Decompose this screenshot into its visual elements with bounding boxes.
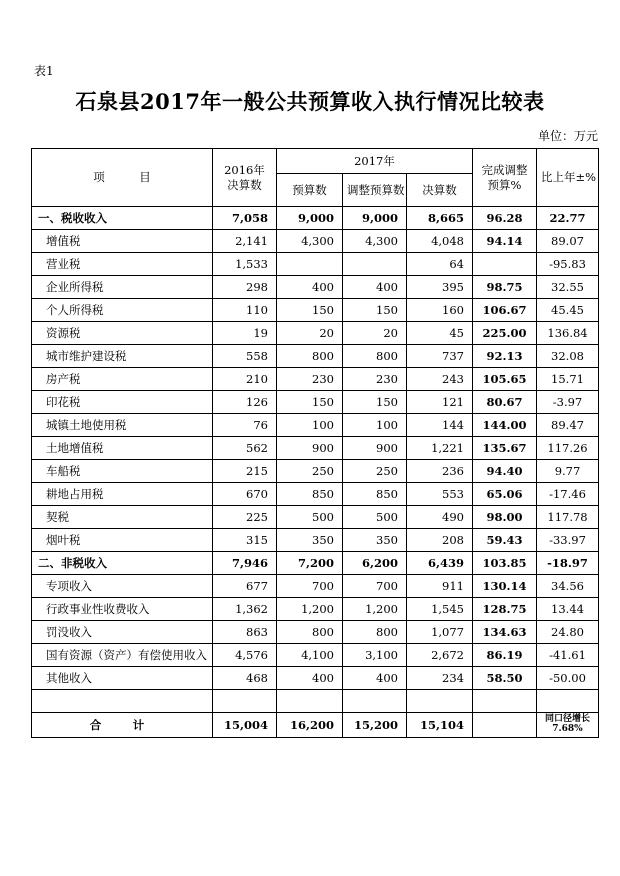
header-2017-adjusted: 调整预算数 [343, 174, 407, 207]
row-name: 罚没收入 [32, 621, 213, 644]
cell-adjusted: 400 [343, 276, 407, 299]
cell-2016: 76 [213, 414, 277, 437]
cell-2016: 110 [213, 299, 277, 322]
cell-adjusted: 700 [343, 575, 407, 598]
cell-actual: 1,545 [407, 598, 473, 621]
row-name: 其他收入 [32, 667, 213, 690]
cell-adjusted: 250 [343, 460, 407, 483]
cell-actual: 395 [407, 276, 473, 299]
cell-change: -3.97 [537, 391, 599, 414]
table-row [32, 345, 599, 368]
cell-budget: 9,000 [277, 207, 343, 230]
cell-budget [277, 253, 343, 276]
cell-2016: 215 [213, 460, 277, 483]
cell-completion: 96.28 [473, 207, 537, 230]
cell-budget: 4,300 [277, 230, 343, 253]
cell-2016: 562 [213, 437, 277, 460]
cell-budget: 230 [277, 368, 343, 391]
cell-change: 15.71 [537, 368, 599, 391]
cell-change: 32.55 [537, 276, 599, 299]
cell-completion: 135.67 [473, 437, 537, 460]
cell-change: 89.07 [537, 230, 599, 253]
cell-change: 34.56 [537, 575, 599, 598]
cell-2016: 1,362 [213, 598, 277, 621]
cell-2016: 126 [213, 391, 277, 414]
cell-actual: 490 [407, 506, 473, 529]
cell-2016: 210 [213, 368, 277, 391]
cell-budget: 150 [277, 391, 343, 414]
table-row [32, 552, 599, 575]
header-2016-actual: 2016年 决算数 [213, 149, 277, 207]
cell-completion: 86.19 [473, 644, 537, 667]
cell-adjusted: 20 [343, 322, 407, 345]
table-row [32, 506, 599, 529]
row-name: 城镇土地使用税 [32, 414, 213, 437]
cell-change: 117.26 [537, 437, 599, 460]
cell-completion: 65.06 [473, 483, 537, 506]
total-actual: 15,104 [407, 713, 473, 738]
cell-adjusted: 850 [343, 483, 407, 506]
cell-2016: 315 [213, 529, 277, 552]
cell-adjusted: 400 [343, 667, 407, 690]
table-body [32, 207, 599, 690]
table-row [32, 644, 599, 667]
cell-2016: 677 [213, 575, 277, 598]
cell-completion: 134.63 [473, 621, 537, 644]
row-name: 车船税 [32, 460, 213, 483]
cell-change: -41.61 [537, 644, 599, 667]
cell-2016: 19 [213, 322, 277, 345]
row-name: 城市维护建设税 [32, 345, 213, 368]
cell-actual: 208 [407, 529, 473, 552]
cell-adjusted: 3,100 [343, 644, 407, 667]
cell-adjusted: 230 [343, 368, 407, 391]
cell-adjusted [343, 253, 407, 276]
header-2017-actual: 决算数 [407, 174, 473, 207]
table-row [32, 575, 599, 598]
cell-budget: 500 [277, 506, 343, 529]
row-name: 国有资源（资产）有偿使用收入 [32, 644, 213, 667]
row-name: 烟叶税 [32, 529, 213, 552]
cell-change: -17.46 [537, 483, 599, 506]
table-row [32, 253, 599, 276]
cell-budget: 150 [277, 299, 343, 322]
cell-budget: 900 [277, 437, 343, 460]
row-name: 专项收入 [32, 575, 213, 598]
table-row [32, 299, 599, 322]
cell-adjusted: 1,200 [343, 598, 407, 621]
cell-2016: 2,141 [213, 230, 277, 253]
cell-actual: 1,221 [407, 437, 473, 460]
cell-adjusted: 350 [343, 529, 407, 552]
cell-2016: 468 [213, 667, 277, 690]
cell-adjusted: 150 [343, 299, 407, 322]
table-row [32, 391, 599, 414]
cell-2016: 4,576 [213, 644, 277, 667]
cell-completion: 225.00 [473, 322, 537, 345]
cell-actual: 737 [407, 345, 473, 368]
cell-change: 117.78 [537, 506, 599, 529]
cell-budget: 1,200 [277, 598, 343, 621]
row-name: 耕地占用税 [32, 483, 213, 506]
cell-change: 24.80 [537, 621, 599, 644]
cell-change: 89.47 [537, 414, 599, 437]
cell-completion: 94.40 [473, 460, 537, 483]
table-row [32, 276, 599, 299]
cell-completion: 105.65 [473, 368, 537, 391]
cell-budget: 20 [277, 322, 343, 345]
cell-actual: 243 [407, 368, 473, 391]
table-row [32, 460, 599, 483]
cell-actual: 45 [407, 322, 473, 345]
cell-change: 32.08 [537, 345, 599, 368]
cell-2016: 863 [213, 621, 277, 644]
cell-change: 45.45 [537, 299, 599, 322]
cell-completion: 80.67 [473, 391, 537, 414]
cell-completion: 144.00 [473, 414, 537, 437]
table-label: 表1 [34, 64, 54, 78]
cell-actual: 4,048 [407, 230, 473, 253]
cell-budget: 4,100 [277, 644, 343, 667]
cell-completion: 98.00 [473, 506, 537, 529]
cell-2016: 7,058 [213, 207, 277, 230]
cell-adjusted: 900 [343, 437, 407, 460]
table-row [32, 621, 599, 644]
header-completion: 完成调整 预算% [473, 149, 537, 207]
row-name: 企业所得税 [32, 276, 213, 299]
table-row [32, 207, 599, 230]
table-row [32, 529, 599, 552]
row-name: 一、税收收入 [32, 207, 213, 230]
cell-budget: 400 [277, 276, 343, 299]
table-row [32, 437, 599, 460]
page-title: 石泉县2017年一般公共预算收入执行情况比较表 [75, 89, 545, 114]
cell-completion: 128.75 [473, 598, 537, 621]
cell-2016: 670 [213, 483, 277, 506]
cell-budget: 7,200 [277, 552, 343, 575]
row-name: 资源税 [32, 322, 213, 345]
row-name: 契税 [32, 506, 213, 529]
cell-completion: 94.14 [473, 230, 537, 253]
table-row [32, 483, 599, 506]
cell-adjusted: 100 [343, 414, 407, 437]
cell-change: 13.44 [537, 598, 599, 621]
cell-2016: 298 [213, 276, 277, 299]
table-row [32, 414, 599, 437]
cell-change: -95.83 [537, 253, 599, 276]
cell-budget: 850 [277, 483, 343, 506]
cell-actual: 160 [407, 299, 473, 322]
row-name: 行政事业性收费收入 [32, 598, 213, 621]
cell-adjusted: 4,300 [343, 230, 407, 253]
cell-actual: 236 [407, 460, 473, 483]
cell-budget: 100 [277, 414, 343, 437]
cell-completion: 106.67 [473, 299, 537, 322]
cell-budget: 800 [277, 345, 343, 368]
row-name: 增值税 [32, 230, 213, 253]
cell-change: -33.97 [537, 529, 599, 552]
cell-budget: 800 [277, 621, 343, 644]
cell-completion: 92.13 [473, 345, 537, 368]
cell-actual: 8,665 [407, 207, 473, 230]
header-2017: 2017年 [277, 149, 473, 174]
cell-2016: 1,533 [213, 253, 277, 276]
cell-adjusted: 800 [343, 621, 407, 644]
cell-budget: 400 [277, 667, 343, 690]
table-row [32, 667, 599, 690]
cell-adjusted: 9,000 [343, 207, 407, 230]
total-label: 合 计 [32, 713, 213, 738]
cell-budget: 350 [277, 529, 343, 552]
row-name: 印花税 [32, 391, 213, 414]
cell-2016: 7,946 [213, 552, 277, 575]
total-row [32, 713, 599, 738]
cell-actual: 64 [407, 253, 473, 276]
cell-budget: 250 [277, 460, 343, 483]
row-name: 二、非税收入 [32, 552, 213, 575]
cell-actual: 553 [407, 483, 473, 506]
cell-change: 22.77 [537, 207, 599, 230]
total-completion [473, 713, 537, 738]
cell-2016: 225 [213, 506, 277, 529]
header-2017-budget: 预算数 [277, 174, 343, 207]
row-name: 土地增值税 [32, 437, 213, 460]
cell-actual: 144 [407, 414, 473, 437]
cell-change: 136.84 [537, 322, 599, 345]
total-2016: 15,004 [213, 713, 277, 738]
blank-row [32, 690, 599, 713]
cell-change: -18.97 [537, 552, 599, 575]
cell-completion [473, 253, 537, 276]
cell-completion: 103.85 [473, 552, 537, 575]
table-row [32, 598, 599, 621]
cell-completion: 58.50 [473, 667, 537, 690]
header-item: 项 目 [32, 149, 213, 207]
cell-adjusted: 800 [343, 345, 407, 368]
row-name: 营业税 [32, 253, 213, 276]
total-change-note: 同口径增长 7.68% [537, 713, 599, 738]
cell-completion: 98.75 [473, 276, 537, 299]
row-name: 房产税 [32, 368, 213, 391]
cell-actual: 6,439 [407, 552, 473, 575]
total-budget: 16,200 [277, 713, 343, 738]
budget-table [31, 148, 599, 738]
cell-actual: 234 [407, 667, 473, 690]
table-row [32, 230, 599, 253]
cell-budget: 700 [277, 575, 343, 598]
cell-completion: 130.14 [473, 575, 537, 598]
cell-completion: 59.43 [473, 529, 537, 552]
cell-adjusted: 150 [343, 391, 407, 414]
header-change: 比上年±% [537, 149, 599, 207]
cell-actual: 911 [407, 575, 473, 598]
total-adjusted: 15,200 [343, 713, 407, 738]
cell-actual: 2,672 [407, 644, 473, 667]
cell-2016: 558 [213, 345, 277, 368]
cell-actual: 1,077 [407, 621, 473, 644]
row-name: 个人所得税 [32, 299, 213, 322]
cell-change: 9.77 [537, 460, 599, 483]
cell-adjusted: 500 [343, 506, 407, 529]
unit-label: 单位：万元 [537, 129, 598, 143]
cell-change: -50.00 [537, 667, 599, 690]
cell-adjusted: 6,200 [343, 552, 407, 575]
cell-actual: 121 [407, 391, 473, 414]
table-row [32, 322, 599, 345]
table-row [32, 368, 599, 391]
